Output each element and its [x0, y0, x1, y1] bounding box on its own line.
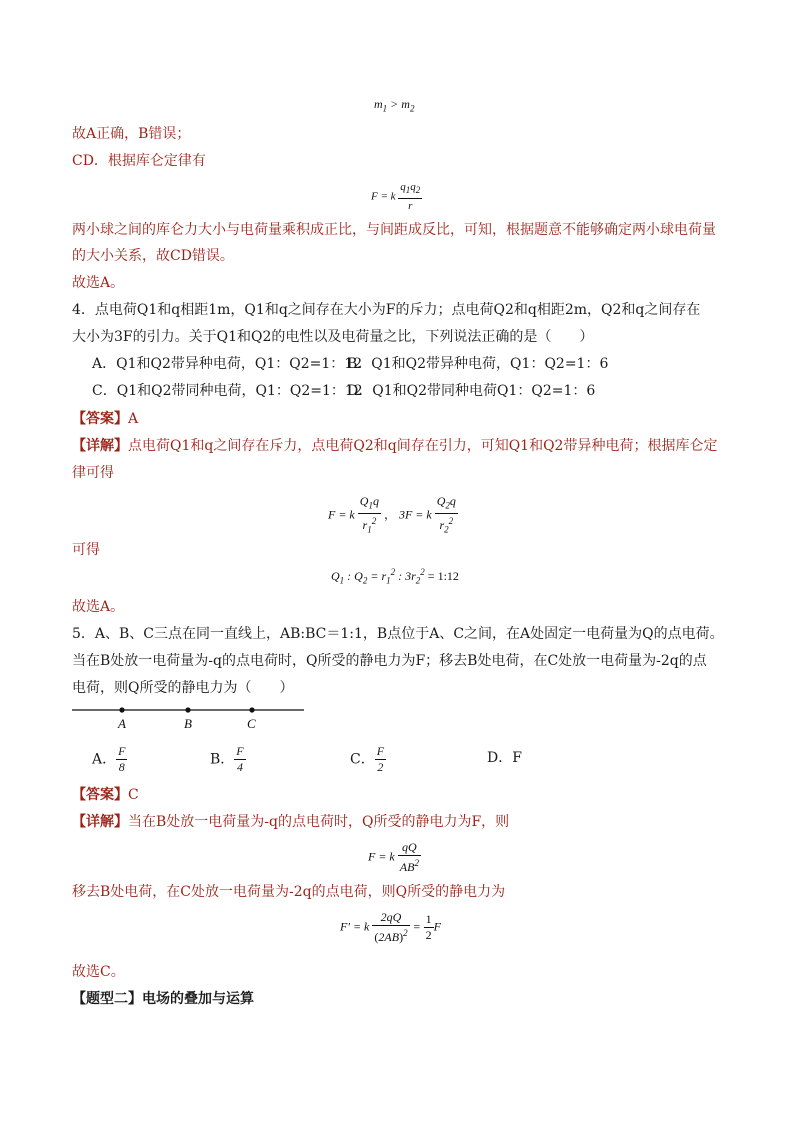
text-para2: 的大小关系，故CD错误。 [72, 248, 234, 264]
q5-stem-line2: 当在B处放一电荷量为-q的点电荷时，Q所受的静电力为F；移去B处电荷，在C处放一电荷量为-2q的点 [72, 653, 707, 669]
q4-option-b[interactable]: B．Q1和Q2带异种电荷，Q1：Q2=1：6 [347, 356, 609, 372]
text-cd-coulomb: CD．根据库仑定律有 [72, 153, 206, 169]
q5-detail-text1: 当在B处放一电荷量为-q的点电荷时，Q所受的静电力为F，则 [128, 814, 510, 830]
eq-q5-force-c: F′ = k $\frac{2qQ}{(2AB)^2}$ = $\frac{1}{2}$ F [340, 910, 442, 944]
q4-option-a[interactable]: A．Q1和Q2带异种电荷，Q1：Q2=1：12 [92, 356, 363, 372]
q4-stem-line1: 4．点电荷Q1和q相距1m，Q1和q之间存在大小为F的斥力；点电荷Q2和q相距2m，Q2和q之间存在 [72, 302, 701, 318]
q5-choose: 故选C。 [72, 964, 125, 980]
q4-detail-line2: 律可得 [72, 465, 114, 481]
q5-detail-line1 [72, 812, 509, 832]
eq-mass-compare: $m_1 > m_2$ [374, 97, 415, 114]
q5-stem-line1: 5．A、B、C三点在同一直线上，AB:BC＝1:1，B点位于A、C之间，在A处固定一电荷量为Q的点电荷。 [72, 626, 724, 642]
q4-option-c[interactable]: C．Q1和Q2带同种电荷，Q1：Q2=1：12 [92, 383, 363, 399]
q5-option-d[interactable]: D．F [487, 750, 522, 766]
q5-option-c[interactable]: C． $\frac{F}{2}$ [350, 744, 385, 774]
text-a-correct: 故A正确，B错误； [72, 126, 191, 142]
eq-coulomb-law: F = k $\frac{q_1q_2}{r}$ [371, 181, 421, 213]
q4-answer: A [128, 411, 139, 427]
eq-q5-force-b: F = k $\frac{qQ}{AB^2}$ [368, 840, 419, 874]
point-a-dot [119, 707, 124, 712]
q5-option-c-label: C． [350, 751, 375, 768]
q4-choose: 故选A。 [72, 599, 125, 615]
q5-answer: C [128, 787, 139, 803]
q5-answer-line [72, 785, 139, 805]
point-c-label: C [247, 716, 256, 731]
q4-answer-line [72, 409, 138, 429]
q5-option-a[interactable]: A． $\frac{F}{8}$ [92, 744, 126, 774]
point-c-dot [249, 707, 254, 712]
q5-detail-label: 【详解】 [72, 814, 128, 830]
abc-line-diagram [72, 700, 307, 736]
answer-label: 【答案】 [72, 411, 128, 427]
point-a-label: A [118, 716, 126, 731]
point-b-label: B [184, 716, 192, 731]
eq-q4-ratio: $Q_1$ : $Q_2 = r_1^2$ : $3r_2^2$ = 1:12 [331, 567, 459, 586]
q5-answer-label: 【答案】 [72, 787, 128, 803]
q4-then: 可得 [72, 542, 100, 558]
q4-option-d[interactable]: D．Q1和Q2带同种电荷Q1：Q2=1：6 [347, 383, 596, 399]
q5-option-a-label: A． [92, 751, 117, 768]
q5-detail-line2: 移去B处电荷，在C处放一电荷量为-2q的点电荷，则Q所受的静电力为 [72, 884, 506, 900]
section-title: 【题型二】电场的叠加与运算 [72, 991, 254, 1007]
q4-detail-line1 [72, 436, 717, 456]
q5-option-b[interactable]: B． $\frac{F}{4}$ [210, 744, 244, 774]
point-b-dot [185, 707, 190, 712]
q4-stem-line2: 大小为3F的引力。关于Q1和Q2的电性以及电荷量之比，下列说法正确的是（ ） [72, 329, 594, 345]
q4-detail-text1: 点电荷Q1和q之间存在斥力，点电荷Q2和q间存在引力，可知Q1和Q2带异种电荷；根据库仑定 [128, 438, 718, 454]
q5-option-b-label: B． [210, 751, 235, 768]
q5-stem-line3: 电荷，则Q所受的静电力为（ ） [72, 680, 294, 696]
detail-label: 【详解】 [72, 438, 128, 454]
eq-q4-forces: F = k $\frac{Q_1q}{r_1^2}$ ， 3F = k $\frac{Q_2q}{r_2^2}$ [328, 494, 456, 535]
text-para1: 两小球之间的库仑力大小与电荷量乘积成正比，与间距成反比，可知，根据题意不能够确定两小球电荷量 [72, 222, 716, 238]
text-choose-a: 故选A。 [72, 275, 125, 291]
